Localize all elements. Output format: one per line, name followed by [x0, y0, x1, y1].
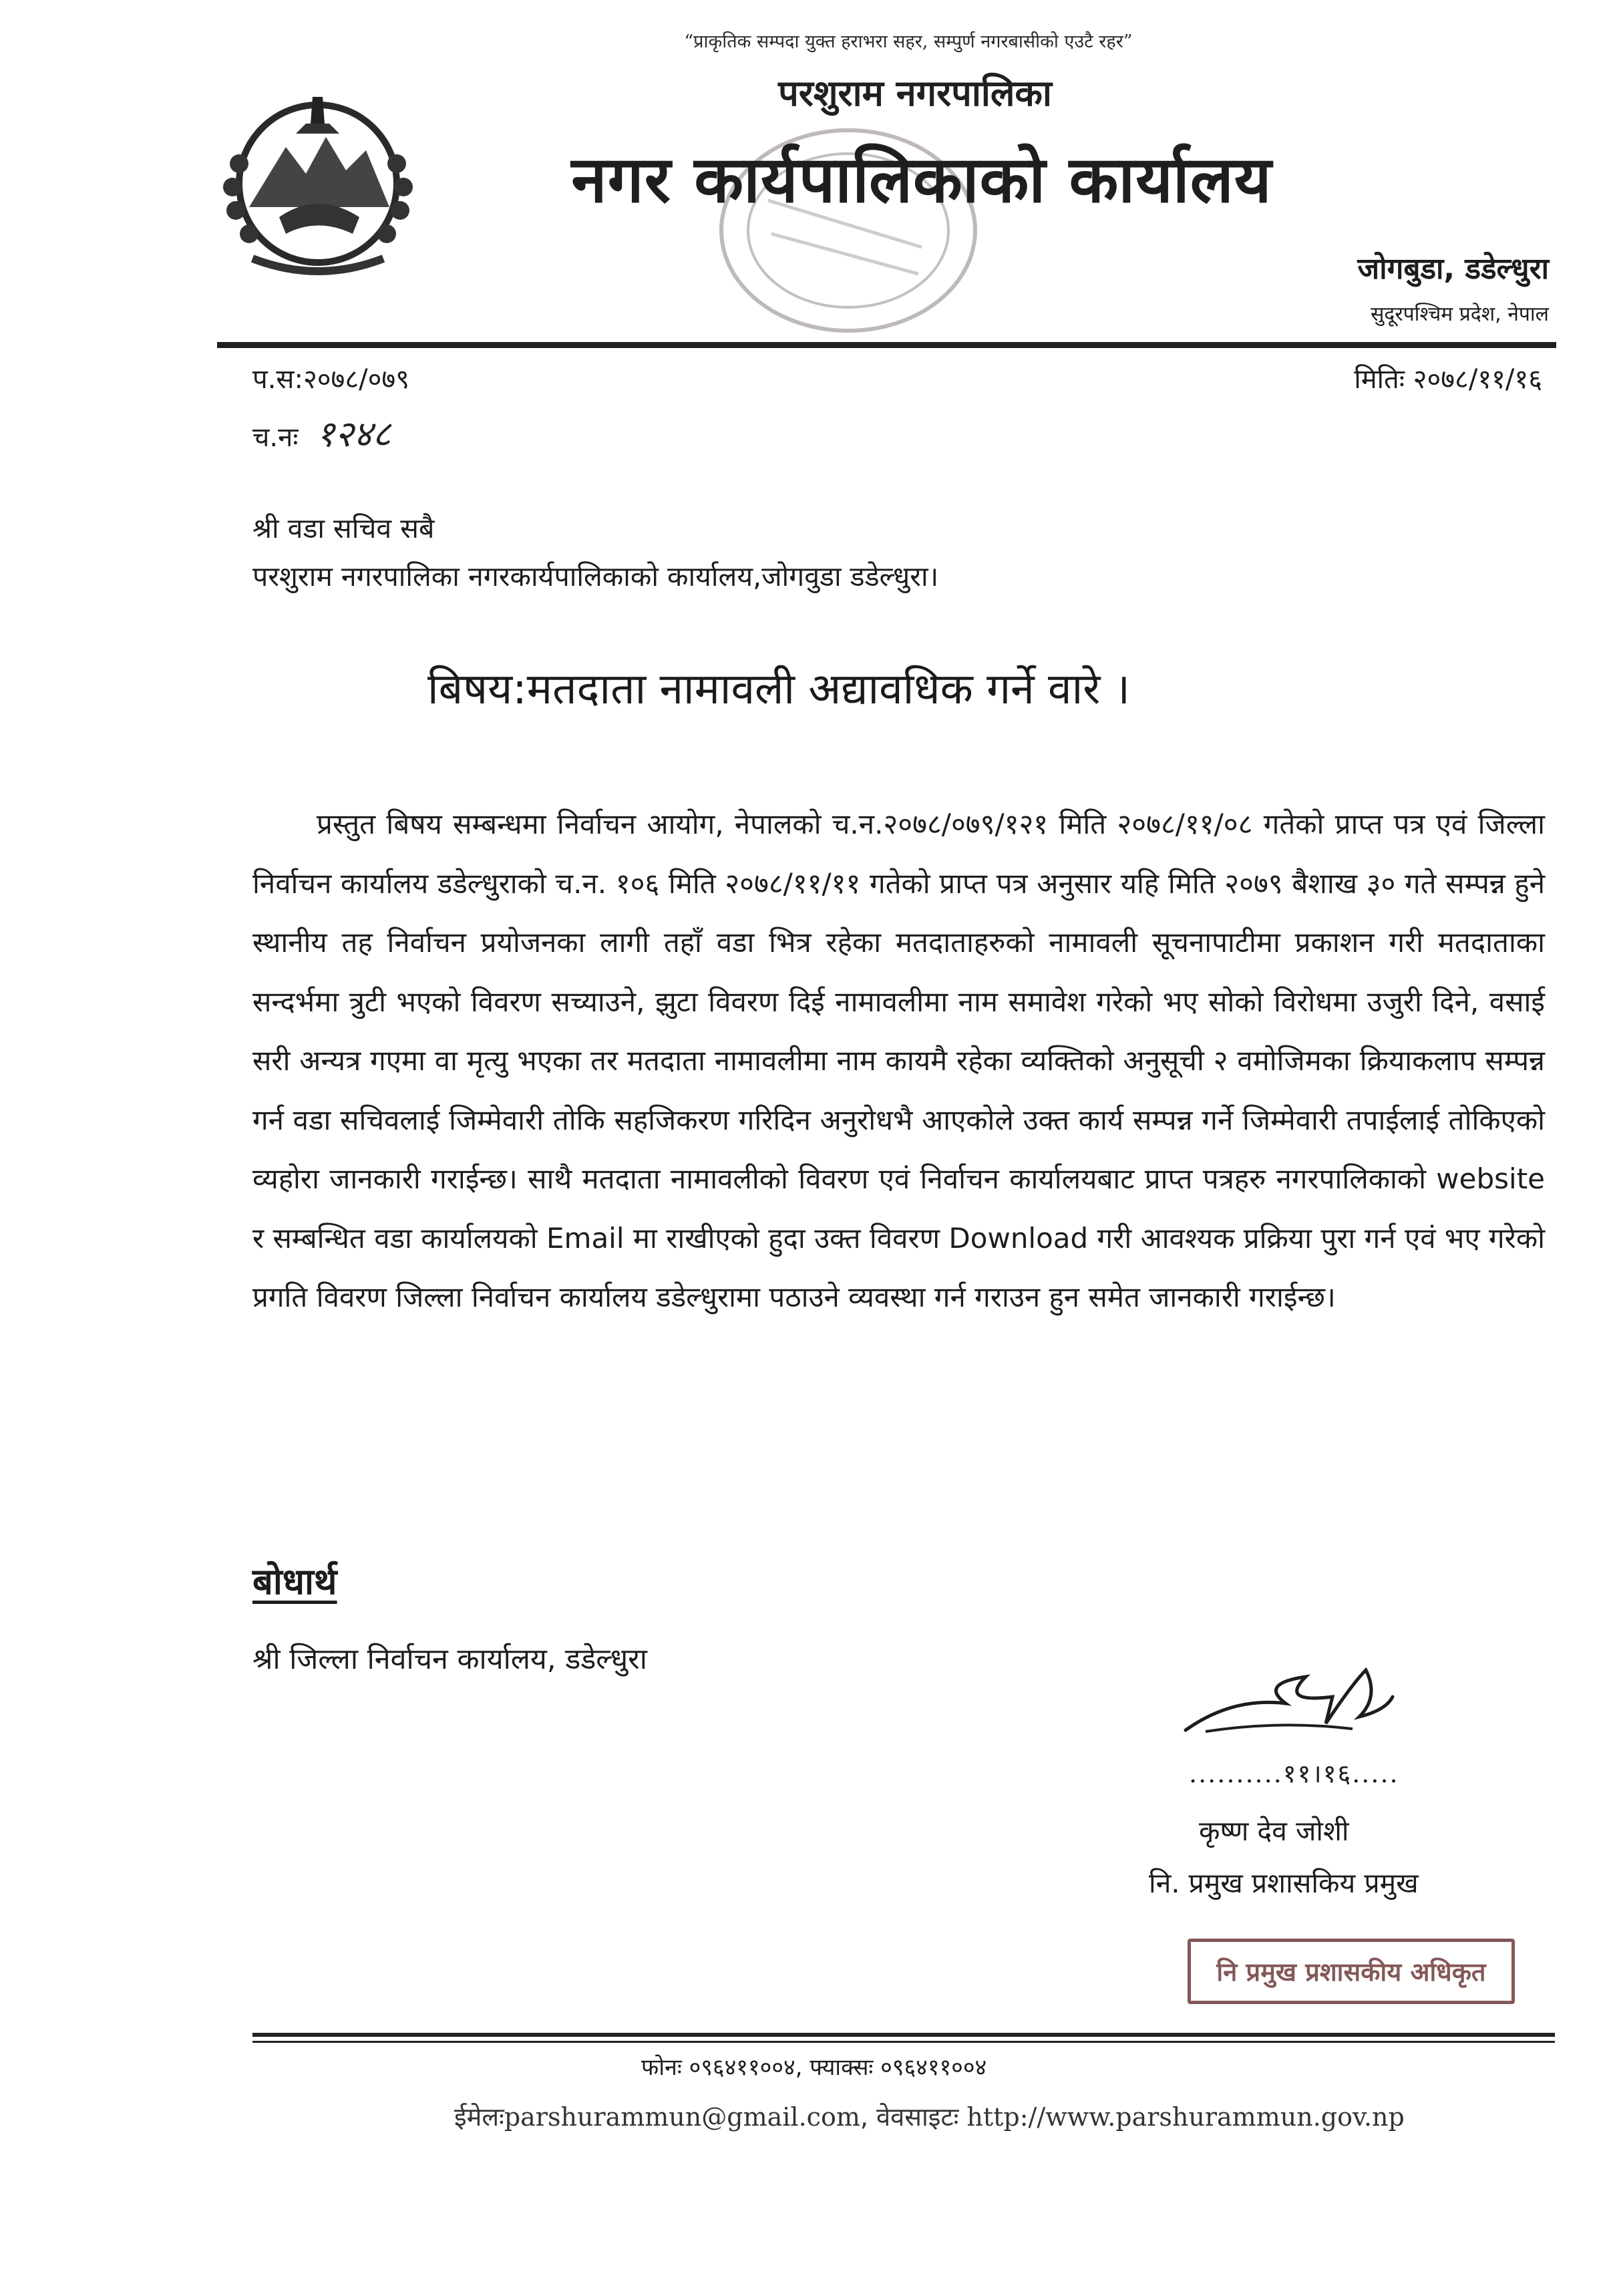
- nepal-government-emblem-icon: [212, 84, 423, 284]
- letter-body: प्रस्तुत बिषय सम्बन्धमा निर्वाचन आयोग, नेपालको च.न.२०७८/०७९/१२१ मिति २०७८/११/०८ गतेको प्राप्त पत्र एवं जिल्ला निर्वाचन कार्यालय डडेल्धुराको च.न. १०६ मिति २०७८/११/११ गतेको प्राप्त पत्र अनुसार यहि मिति २०७९ बैशाख ३० गते सम्पन्न हुने स्थानीय तह निर्वाचन प्रयोजनका लागी तहाँ वडा भित्र रहेका मतदाताहरुको नामावली सूचनापाटीमा प्रकाशन गरी मतदाताका सन्दर्भमा त्रुटी भएको विवरण सच्याउने, झुटा विवरण दिई नामावलीमा नाम समावेश गरेको भए सोको विरोधमा उजुरी दिने, वसाई सरी अन्यत्र गएमा वा मृत्यु भएका तर मतदाता नामावलीमा नाम कायमै रहेका व्यक्तिको अनुसूची २ वमोजिमका क्रियाकलाप सम्पन्न गर्न वडा सचिवलाई जिम्मेवारी तोकि सहजिकरण गरिदिन अनुरोधभै आएकोले उक्त कार्य सम्पन्न गर्ने जिम्मेवारी तपाईलाई तोकिएको व्यहोरा जानकारी गराईन्छ। साथै मतदाता नामावलीको विवरण एवं निर्वाचन कार्यालयबाट प्राप्त पत्रहरु नगरपालिकाको website र सम्बन्धित वडा कार्यालयको Email मा राखीएको हुदा उक्त विवरण Download गरी आवश्यक प्रक्रिया पुरा गर्न एवं भए गरेको प्रगति विवरण जिल्ला निर्वाचन कार्यालय डडेल्धुरामा पठाउने व्यवस्था गर्न गराउन हुन समेत जानकारी गराईन्छ।: [252, 808, 1545, 1313]
- letter-date: मितिः २०७८/११/१६: [1354, 364, 1542, 395]
- letter-subject: बिषय:मतदाता नामावली अद्यावधिक गर्ने वारे ।: [427, 665, 1130, 714]
- footer-divider: [252, 2033, 1555, 2037]
- cc-recipient: श्री जिल्ला निर्वाचन कार्यालय, डडेल्धुरा: [252, 1643, 647, 1676]
- footer-divider-thin: [252, 2041, 1555, 2043]
- signatory-title: नि. प्रमुख प्रशासकिय प्रमुख: [1149, 1867, 1419, 1899]
- dispatch-number-value: १२४८: [316, 413, 391, 455]
- recipient-line2: परशुराम नगरपालिका नगरकार्यपालिकाको कार्यालय,जोगवुडा डडेल्धुरा।: [252, 560, 939, 593]
- website-link[interactable]: http://www.parshurammun.gov.np: [966, 2102, 1405, 2132]
- header-divider: [217, 342, 1556, 348]
- dispatch-number-label: च.नः: [252, 422, 299, 453]
- handwritten-signature-icon: [1179, 1657, 1399, 1744]
- email-link[interactable]: parshurammun@gmail.com: [504, 2102, 860, 2132]
- footer-contact: [454, 2099, 1405, 2134]
- cc-heading: बोधार्थ: [252, 1561, 337, 1603]
- website-label: , वेवसाइटः: [860, 2102, 967, 2132]
- signature-date: ..........११।१६.....: [1189, 1759, 1399, 1788]
- signatory-name: कृष्ण देव जोशी: [1199, 1815, 1349, 1847]
- motto-text: “प्राकृतिक सम्पदा युक्त हराभरा सहर, सम्पुर्ण नगरबासीको एउटै रहर”: [684, 31, 1133, 52]
- footer-phone-fax: फोनः ०९६४११००४, फ्याक्सः ०९६४११००४: [641, 2054, 987, 2081]
- stamp-text: नि प्रमुख प्रशासकीय अधिकृत: [1188, 1939, 1515, 2004]
- address-line1: जोगबुडा, डडेल्धुरा: [1357, 252, 1549, 286]
- municipality-name: परशुराम नगरपालिका: [778, 72, 1052, 114]
- official-stamp: [1176, 1924, 1523, 2011]
- office-title: नगर कार्यपालिकाको कार्यालय: [571, 142, 1272, 217]
- address-line2: सुदूरपश्चिम प्रदेश, नेपाल: [1371, 303, 1549, 326]
- email-label: ईमेलः: [454, 2102, 504, 2132]
- recipient-line1: श्री वडा सचिव सबै: [252, 512, 435, 544]
- letter-reference-number: प.स:२०७८/०७९: [252, 364, 410, 395]
- dispatch-number: [252, 407, 391, 457]
